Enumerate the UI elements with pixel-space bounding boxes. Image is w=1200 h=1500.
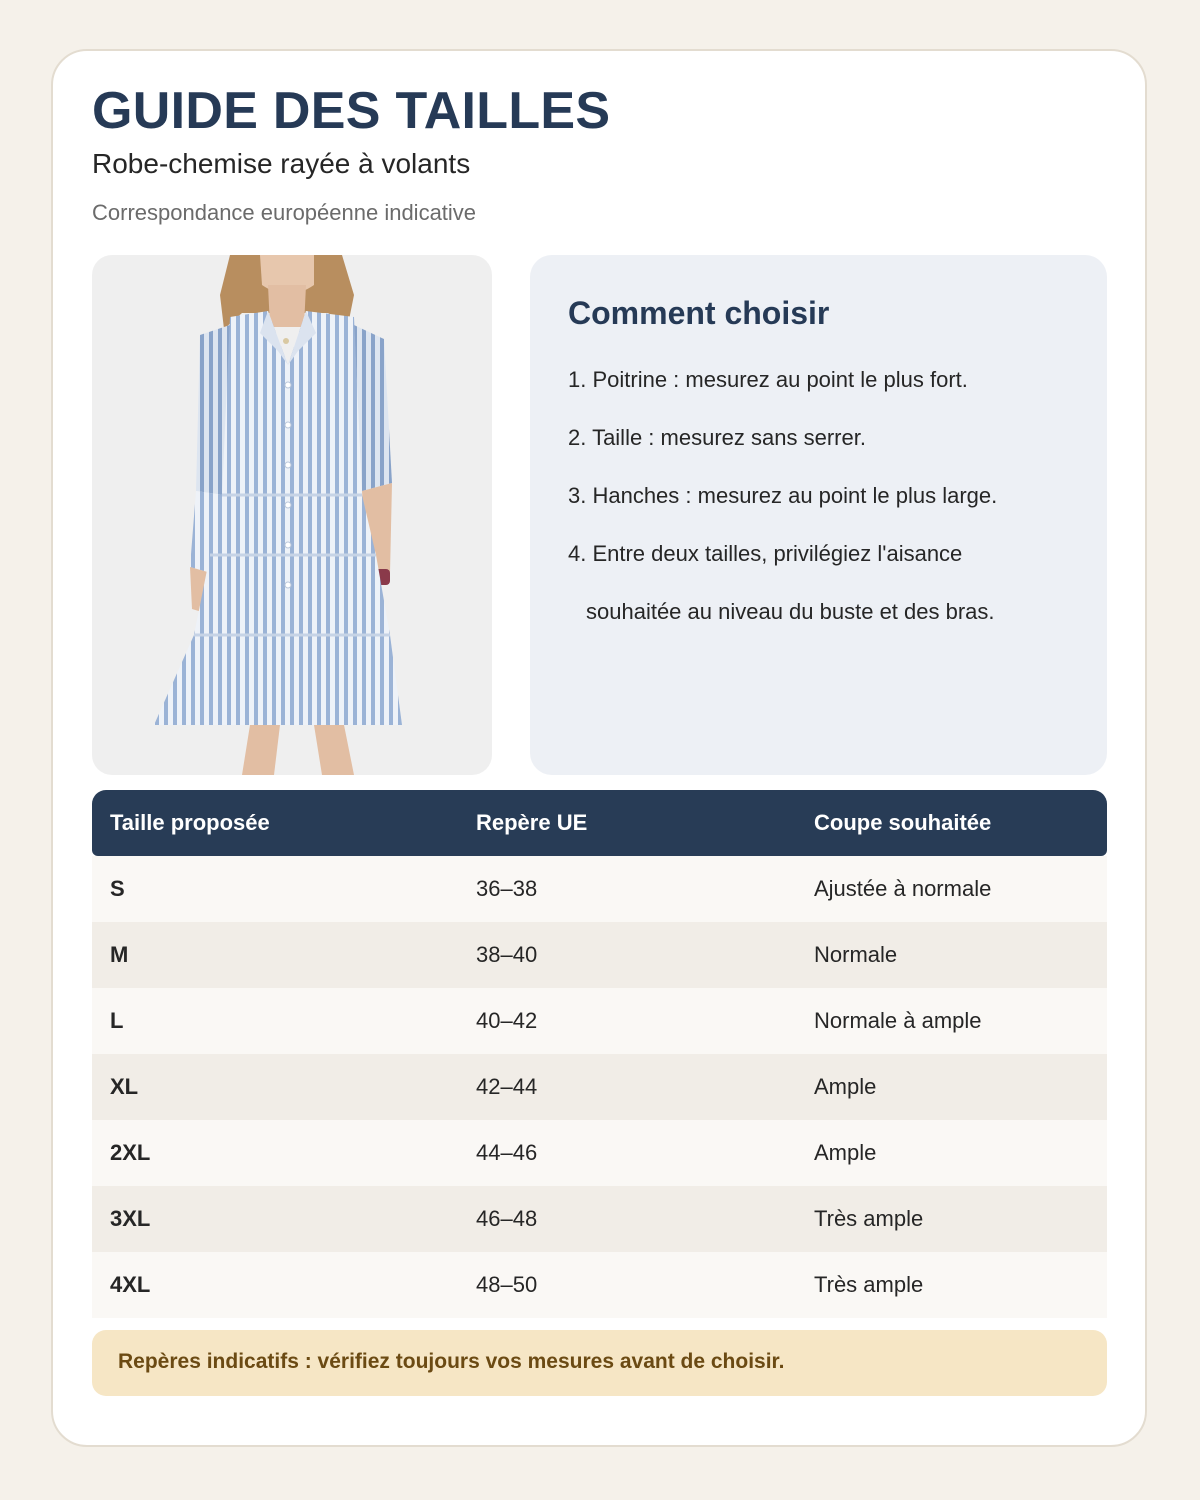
product-subtitle: Robe-chemise rayée à volants bbox=[92, 148, 471, 179]
eu-cell: 40–42 bbox=[458, 988, 796, 1054]
page-title: GUIDE DES TAILLES bbox=[92, 82, 611, 140]
size-cell: S bbox=[92, 856, 458, 922]
size-table bbox=[92, 790, 1107, 1318]
table-row bbox=[92, 1252, 1107, 1318]
how-to-choose-panel bbox=[530, 255, 1107, 775]
eu-cell: 38–40 bbox=[458, 922, 796, 988]
size-cell: 3XL bbox=[92, 1186, 458, 1252]
eu-cell: 48–50 bbox=[458, 1252, 796, 1318]
product-photo bbox=[92, 255, 492, 775]
fit-cell: Ample bbox=[796, 1120, 1107, 1186]
howto-item-waist: 2. Taille : mesurez sans serrer. bbox=[568, 425, 866, 450]
eu-cell: 36–38 bbox=[458, 856, 796, 922]
how-to-choose-title: Comment choisir bbox=[568, 295, 830, 331]
eu-cell: 42–44 bbox=[458, 1054, 796, 1120]
howto-item-hips: 3. Hanches : mesurez au point le plus large. bbox=[568, 483, 998, 508]
table-row bbox=[92, 1186, 1107, 1252]
fit-cell: Très ample bbox=[796, 1186, 1107, 1252]
size-cell: XL bbox=[92, 1054, 458, 1120]
fit-cell: Très ample bbox=[796, 1252, 1107, 1318]
howto-item-between-sizes-continuation: souhaitée au niveau du buste et des bras. bbox=[586, 599, 995, 624]
disclaimer-note: Repères indicatifs : vérifiez toujours vos mesures avant de choisir. bbox=[92, 1330, 1107, 1396]
header-fit: Coupe souhaitée bbox=[796, 790, 1107, 856]
fit-cell: Ample bbox=[796, 1054, 1107, 1120]
howto-item-between-sizes bbox=[568, 525, 1069, 641]
table-row bbox=[92, 1054, 1107, 1120]
header-eu: Repère UE bbox=[458, 790, 796, 856]
table-row bbox=[92, 1120, 1107, 1186]
sizing-note: Correspondance européenne indicative bbox=[92, 200, 477, 225]
size-table-header-row bbox=[92, 790, 1107, 856]
fit-cell: Ajustée à normale bbox=[796, 856, 1107, 922]
howto-item-bust: 1. Poitrine : mesurez au point le plus fort. bbox=[568, 367, 968, 392]
size-cell: M bbox=[92, 922, 458, 988]
dress-illustration bbox=[92, 255, 492, 775]
table-row bbox=[92, 988, 1107, 1054]
how-to-choose-list bbox=[568, 351, 1069, 641]
table-row bbox=[92, 922, 1107, 988]
table-row bbox=[92, 856, 1107, 922]
header-size: Taille proposée bbox=[92, 790, 458, 856]
fit-cell: Normale bbox=[796, 922, 1107, 988]
size-cell: 4XL bbox=[92, 1252, 458, 1318]
size-cell: L bbox=[92, 988, 458, 1054]
fit-cell: Normale à ample bbox=[796, 988, 1107, 1054]
eu-cell: 46–48 bbox=[458, 1186, 796, 1252]
eu-cell: 44–46 bbox=[458, 1120, 796, 1186]
size-cell: 2XL bbox=[92, 1120, 458, 1186]
howto-item-between-sizes-text: 4. Entre deux tailles, privilégiez l'aisance bbox=[568, 541, 963, 566]
